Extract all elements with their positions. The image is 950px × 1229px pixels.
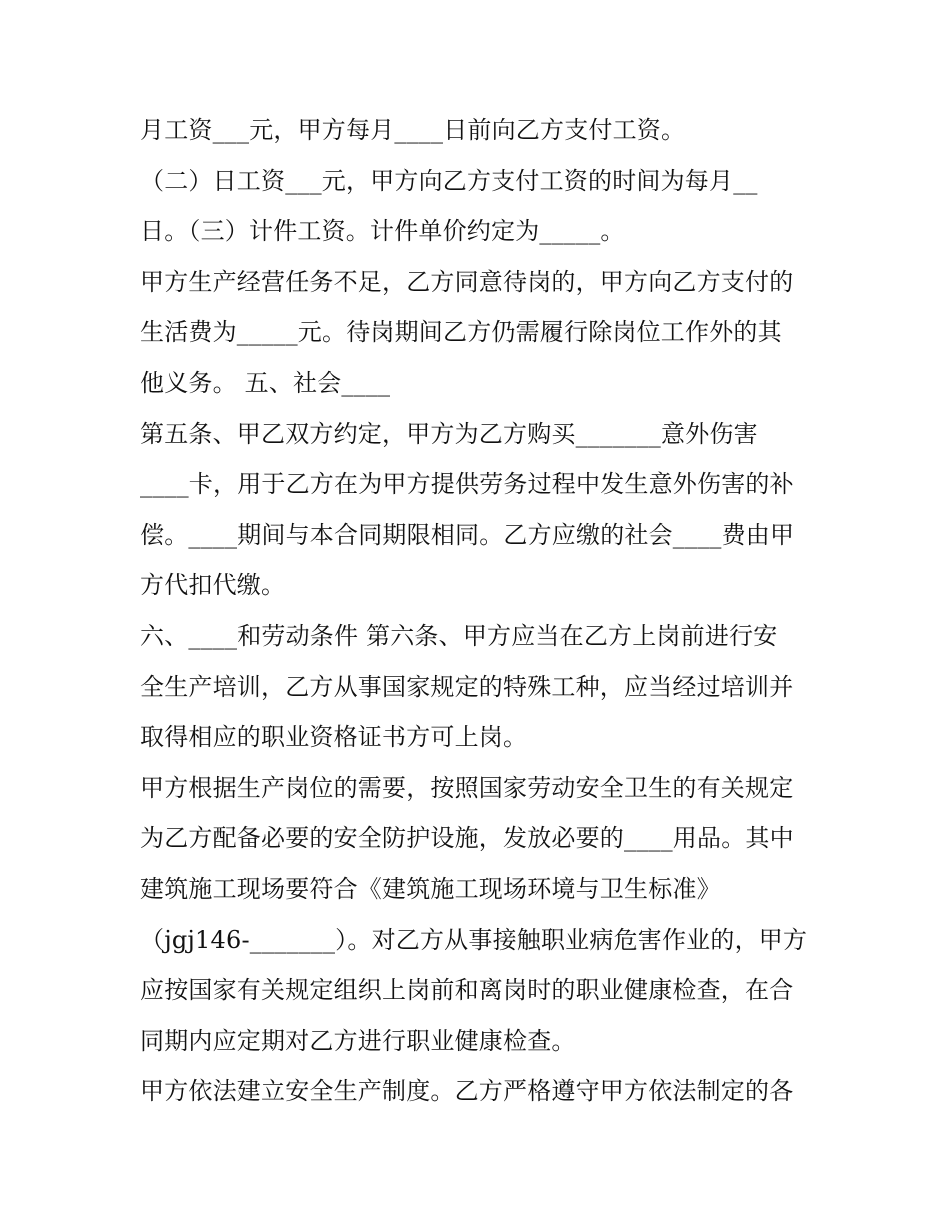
- text-line: 应按国家有关规定组织上岗前和离岗时的职业健康检查，在合: [140, 976, 794, 1004]
- text-line: （二）日工资___元，甲方向乙方支付工资的时间为每月__: [140, 167, 758, 195]
- text-line: 月工资___元，甲方每月____日前向乙方支付工资。: [140, 116, 686, 144]
- text-line: 他义务。 五、社会____: [140, 369, 391, 397]
- text-line: 日。（三）计件工资。计件单价约定为_____。: [140, 217, 625, 245]
- text-line: 甲方生产经营任务不足，乙方同意待岗的，甲方向乙方支付的: [140, 268, 794, 296]
- text-line: 偿。____期间与本合同期限相同。乙方应缴的社会____费由甲: [140, 521, 795, 549]
- text-line: 全生产培训，乙方从事国家规定的特殊工种，应当经过培训并: [140, 673, 794, 701]
- text-line: 为乙方配备必要的安全防护设施，发放必要的____用品。其中: [140, 824, 794, 852]
- text-line: 方代扣代缴。: [140, 571, 286, 599]
- text-line: 同期内应定期对乙方进行职业健康检查。: [140, 1027, 576, 1055]
- text-line: ____卡，用于乙方在为甲方提供劳务过程中发生意外伤害的补: [140, 470, 794, 498]
- text-line: 甲方依法建立安全生产制度。乙方严格遵守甲方依法制定的各: [140, 1077, 794, 1105]
- text-line: 六、____和劳动条件 第六条、甲方应当在乙方上岗前进行安: [140, 622, 778, 650]
- text-line: 甲方根据生产岗位的需要，按照国家劳动安全卫生的有关规定: [140, 774, 794, 802]
- text-line: （jgj146-_______）。对乙方从事接触职业病危害作业的，甲方: [140, 926, 808, 954]
- text-line: 取得相应的职业资格证书方可上岗。: [140, 723, 528, 751]
- text-line: 第五条、甲乙双方约定，甲方为乙方购买_______意外伤害: [140, 420, 758, 448]
- text-line: 生活费为_____元。待岗期间乙方仍需履行除岗位工作外的其: [140, 318, 782, 346]
- text-line: 建筑施工现场要符合《建筑施工现场环境与卫生标准》: [140, 875, 721, 903]
